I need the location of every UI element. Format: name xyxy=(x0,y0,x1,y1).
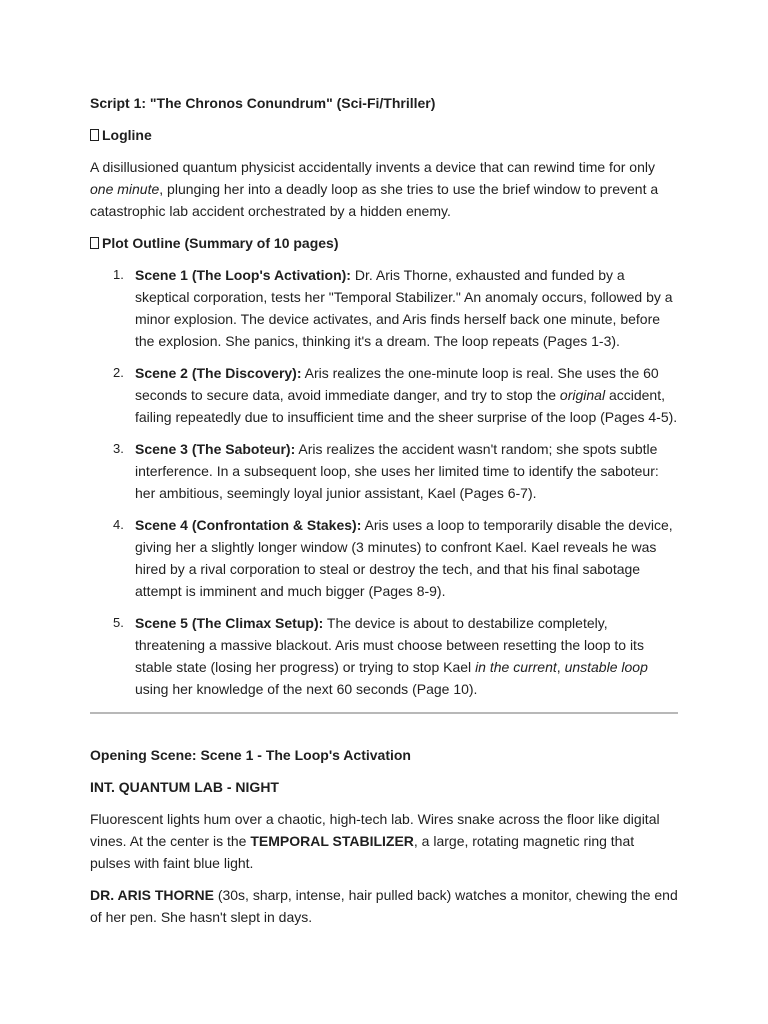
list-number: 2. xyxy=(113,365,124,380)
scene-title: Scene 1 (The Loop's Activation): xyxy=(135,267,351,283)
action-paragraph xyxy=(90,808,678,874)
outline-heading-text: Plot Outline (Summary of 10 pages) xyxy=(102,235,339,251)
scene-text: Aris realizes the one-minute loop is real. She uses the 60 seconds to secure data, avoid immediate danger, and try to stop the xyxy=(135,365,659,403)
logline-heading xyxy=(90,124,678,146)
logline-text-b: , plunging her into a deadly loop as she tries to use the brief window to prevent a catastrophic lab accident orchestrated by a hidden enemy. xyxy=(90,181,659,219)
list-item xyxy=(113,612,678,700)
logline-text-italic: one minute xyxy=(90,181,160,197)
logline-heading-text: Logline xyxy=(102,127,152,143)
scene-text: accident, failing repeatedly due to insufficient time and the sheer surprise of the loop (Pages 4-5). xyxy=(135,387,678,425)
action-text-bold: TEMPORAL STABILIZER xyxy=(250,833,414,849)
list-number: 1. xyxy=(113,267,124,282)
scene-text-italic: in the current xyxy=(475,659,557,675)
script-title: Script 1: "The Chronos Conundrum" (Sci-Fi/Thriller) xyxy=(90,95,436,111)
scene-text: Aris uses a loop to temporarily disable the device, giving her a slightly longer window (3 minutes) to confront Kael. Kael reveals he was hired by a rival corporation to steal or destroy the tech, and that his final sabotage attempt is imminent and much bigger (Pages 8-9). xyxy=(135,517,673,599)
action-text: Fluorescent lights hum over a chaotic, high-tech lab. Wires snake across the floor like digital vines. At the center is the xyxy=(90,811,660,849)
scene-text: Dr. Aris Thorne, exhausted and funded by a skeptical corporation, tests her "Temporal Stabilizer." An anomaly occurs, followed by a minor explosion. The device activates, and Aris finds herself back one minute, before the explosion. She panics, thinking it's a dream. The loop repeats (Pages 1-3). xyxy=(135,267,673,349)
horizontal-divider xyxy=(90,712,678,714)
list-number: 5. xyxy=(113,615,124,630)
scene-title: Scene 2 (The Discovery): xyxy=(135,365,302,381)
scene-text-italic: original xyxy=(559,387,606,403)
list-item xyxy=(113,438,678,504)
scene-title: Scene 4 (Confrontation & Stakes): xyxy=(135,517,362,533)
scene-text: The device is about to destabilize completely, threatening a massive blackout. Aris must choose between resetting the loop to its stable state (losing her progress) or trying to stop Kael xyxy=(135,615,644,675)
outline-heading xyxy=(90,232,678,254)
scene-text-italic: unstable loop xyxy=(564,659,648,675)
logline-text-a: A disillusioned quantum physicist accidentally invents a device that can rewind time for only xyxy=(90,159,655,175)
missing-glyph-icon xyxy=(90,237,99,249)
action-text: , a large, rotating magnetic ring that pulses with faint blue light. xyxy=(90,833,635,871)
slugline: INT. QUANTUM LAB - NIGHT xyxy=(90,779,279,795)
logline-text xyxy=(90,156,678,222)
scene-text: , xyxy=(556,659,565,675)
scene-title: Scene 5 (The Climax Setup): xyxy=(135,615,324,631)
character-name: DR. ARIS THORNE xyxy=(90,887,214,903)
character-paragraph xyxy=(90,884,678,928)
character-description: (30s, sharp, intense, hair pulled back) watches a monitor, chewing the end of her pen. She hasn't slept in days. xyxy=(90,887,678,925)
list-item xyxy=(113,264,678,352)
opening-scene-heading: Opening Scene: Scene 1 - The Loop's Activation xyxy=(90,747,411,763)
list-number: 3. xyxy=(113,441,124,456)
scene-list xyxy=(90,264,678,700)
scene-title: Scene 3 (The Saboteur): xyxy=(135,441,296,457)
list-item xyxy=(113,514,678,602)
list-number: 4. xyxy=(113,517,124,532)
scene-text: Aris realizes the accident wasn't random; she spots subtle interference. In a subsequent loop, she uses her limited time to identify the saboteur: her ambitious, seemingly loyal junior assistant, Kael (Pages 6-7). xyxy=(135,441,659,501)
list-item xyxy=(113,362,678,428)
missing-glyph-icon xyxy=(90,129,99,141)
scene-text: using her knowledge of the next 60 seconds (Page 10). xyxy=(135,681,478,697)
